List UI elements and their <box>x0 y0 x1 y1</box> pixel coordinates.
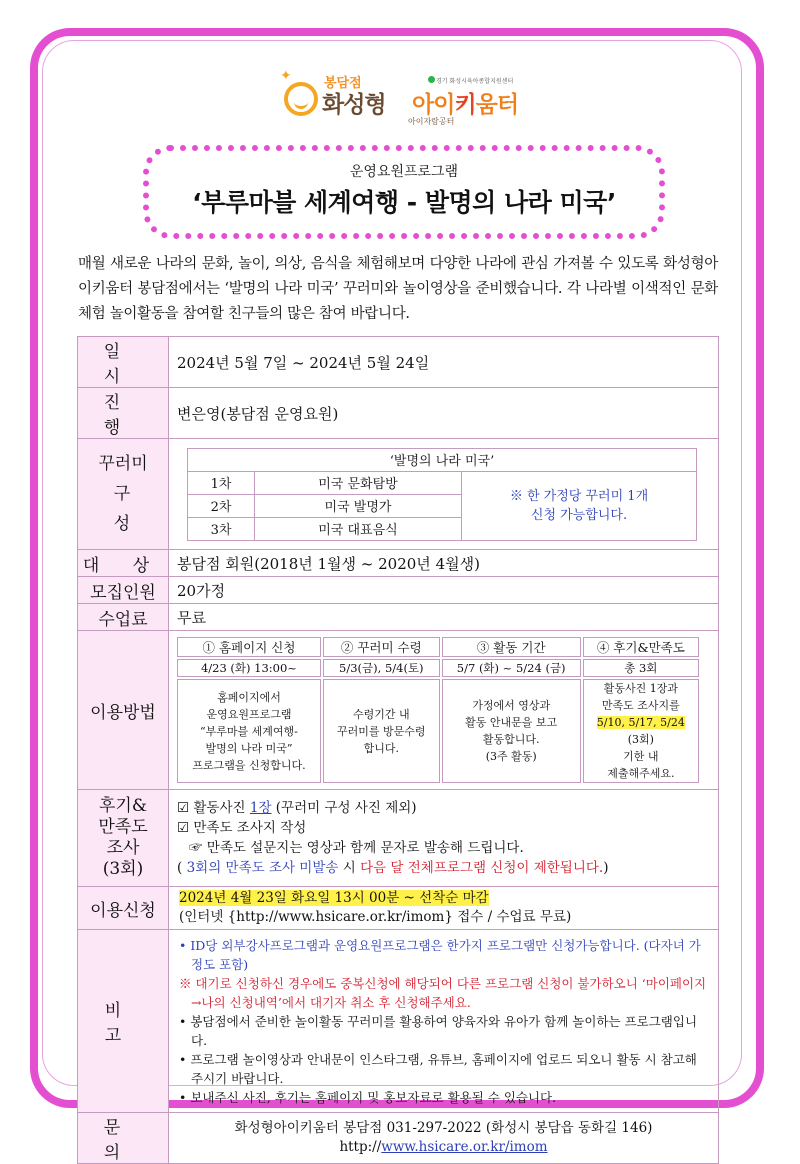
host-label: 진 행 <box>103 393 143 438</box>
logo-branch: 봉담점 <box>324 76 362 91</box>
review-dates: 5/10, 5/17, 5/24 <box>596 716 685 729</box>
remarks-label: 비 고 <box>104 1001 142 1046</box>
host-value: 변은영(봉담점 운영요원) <box>169 388 719 439</box>
contact-label: 문 의 <box>103 1118 143 1163</box>
row-target <box>78 550 719 577</box>
apply-value: 2024년 4월 23일 화요일 13시 00분 ~ 선착순 마감 (인터넷 {http://www.hsicare.or.kr/imom} 접수 / 수업료 무료) <box>169 887 719 930</box>
step-head: ③ 활동 기간 <box>442 637 581 657</box>
method-steps <box>175 635 701 785</box>
fee-value: 무료 <box>169 604 719 631</box>
intro-text: 매월 새로운 나라의 문화, 놀이, 의상, 음식을 체험해보며 다양한 나라에 관심 가져볼 수 있도록 화성형아이키움터 봉담점에서는 ‘발명의 나라 미국’ 꾸러미와 놀이영상을 준비했습니다. 각 나라별 이색적인 문화체험 놀이활동을 참여할 친구들의 많은 참여 바랍니다. <box>78 256 718 322</box>
star-icon: ✦ <box>280 68 292 84</box>
kit-item: 미국 발명가 <box>255 494 462 517</box>
review-label: 후기& 만족도 조사 (3회) <box>78 790 169 887</box>
step-date: 총 3회 <box>583 659 699 677</box>
row-host <box>78 388 719 439</box>
row-review <box>78 790 719 887</box>
kit-item: 미국 문화탐방 <box>255 471 462 494</box>
kit-label-2: 구 성 <box>113 484 147 534</box>
row-contact <box>78 1113 719 1164</box>
row-remarks <box>78 930 719 1113</box>
step-head: ② 꾸러미 수령 <box>323 637 440 657</box>
row-date <box>78 337 719 388</box>
program-type: 운영요원프로그램 <box>349 164 459 180</box>
logo-subtitle: 아이자람공터 <box>408 117 455 126</box>
target-value: 봉담점 회원(2018년 1월생 ~ 2020년 4월생) <box>169 550 719 577</box>
step-date: 5/3(금), 5/4(토) <box>323 659 440 677</box>
review-value: ☑ 활동사진 1장 (꾸러미 구성 사진 제외) ☑ 만족도 조사지 작성 ☞ 만족도 설문지는 영상과 함께 문자로 발송해 드립니다. ( 3회의 만족도 조사 미발송 시 다음 달 전체프로그램 신청이 제한됩니다.) <box>169 790 719 887</box>
step-body: 가정에서 영상과 활동 안내문을 보고 활동합니다. (3주 활동) <box>442 679 581 783</box>
target-label: 대 상 <box>82 555 164 576</box>
contact-value: 화성형아이키움터 봉담점 031-297-2022 (화성시 봉담읍 동화길 146) http://www.hsicare.or.kr/imom <box>169 1113 719 1164</box>
step-body: 홈페이지에서 운영요원프로그램 “부루마블 세계여행- 발명의 나라 미국” 프로그램을 신청합니다. <box>177 679 321 783</box>
info-table <box>77 336 719 1164</box>
kit-round: 2차 <box>188 494 255 517</box>
row-kit <box>78 439 719 550</box>
row-fee <box>78 604 719 631</box>
page-title: ‘부루마블 세계여행 - 발명의 나라 미국’ <box>192 188 616 217</box>
remarks-value: • ID당 외부강사프로그램과 운영요원프로그램은 한가지 프로그램만 신청가능합니다. (다자녀 가정도 포함) ※ 대기로 신청하신 경우에도 중복신청에 해당되어 다른 프로그램 신청이 불가하오니 ‘마이페이지→나의 신청내역’에서 대기자 취소 후 신청해주세요. • 봉담점에서 준비한 놀이활동 꾸러미를 활용하여 양육자와 유아가 함께 놀이하는 프로그램입니다. • 프로그램 놀이영상과 안내문이 인스타그램, 유튜브, 홈페이지에 업로드 되오니 활동 시 참고해 주시기 바랍니다. • 보내주신 사진, 후기는 홈페이지 및 홍보자료로 활용될 수 있습니다. <box>169 930 719 1113</box>
kit-note: ※ 한 가정당 꾸러미 1개 신청 가능합니다. <box>462 471 697 540</box>
kit-round: 3차 <box>188 517 255 540</box>
recruit-value: 20가정 <box>169 577 719 604</box>
row-method <box>78 631 719 790</box>
step-date: 5/7 (화) ~ 5/24 (금) <box>442 659 581 677</box>
step-date: 4/23 (화) 13:00~ <box>177 659 321 677</box>
step-body: 활동사진 1장과 만족도 조사지를 5/10, 5/17, 5/24 (3회) 기한 내 제출해주세요. <box>583 679 699 783</box>
row-recruit <box>78 577 719 604</box>
row-apply <box>78 887 719 930</box>
recruit-label: 모집인원 <box>78 577 169 604</box>
method-label: 이용방법 <box>78 631 169 790</box>
logo-name-1: 화성형 <box>322 92 386 118</box>
date-value: 2024년 5월 7일 ~ 2024년 5월 24일 <box>169 337 719 388</box>
logo-name-2: 아이키움터 <box>412 92 519 118</box>
logo <box>280 68 540 128</box>
date-label: 일 시 <box>103 342 143 387</box>
step-head: ④ 후기&만족도 <box>583 637 699 657</box>
kit-item: 미국 대표음식 <box>255 517 462 540</box>
logo-org: 경기 화성시육아종합지원센터 <box>436 78 514 85</box>
kit-header: ‘발명의 나라 미국’ <box>188 448 697 471</box>
fee-label: 수업료 <box>78 604 169 631</box>
kit-round: 1차 <box>188 471 255 494</box>
smile-icon <box>284 82 318 116</box>
step-body: 수령기간 내 꾸러미를 방문수령 합니다. <box>323 679 440 783</box>
org-logo-icon <box>428 76 435 83</box>
step-head: ① 홈페이지 신청 <box>177 637 321 657</box>
kit-label-1: 꾸러미 <box>98 454 148 474</box>
homepage-link[interactable]: www.hsicare.or.kr/imom <box>381 1139 548 1155</box>
apply-label: 이용신청 <box>78 887 169 930</box>
kit-table <box>187 448 697 541</box>
